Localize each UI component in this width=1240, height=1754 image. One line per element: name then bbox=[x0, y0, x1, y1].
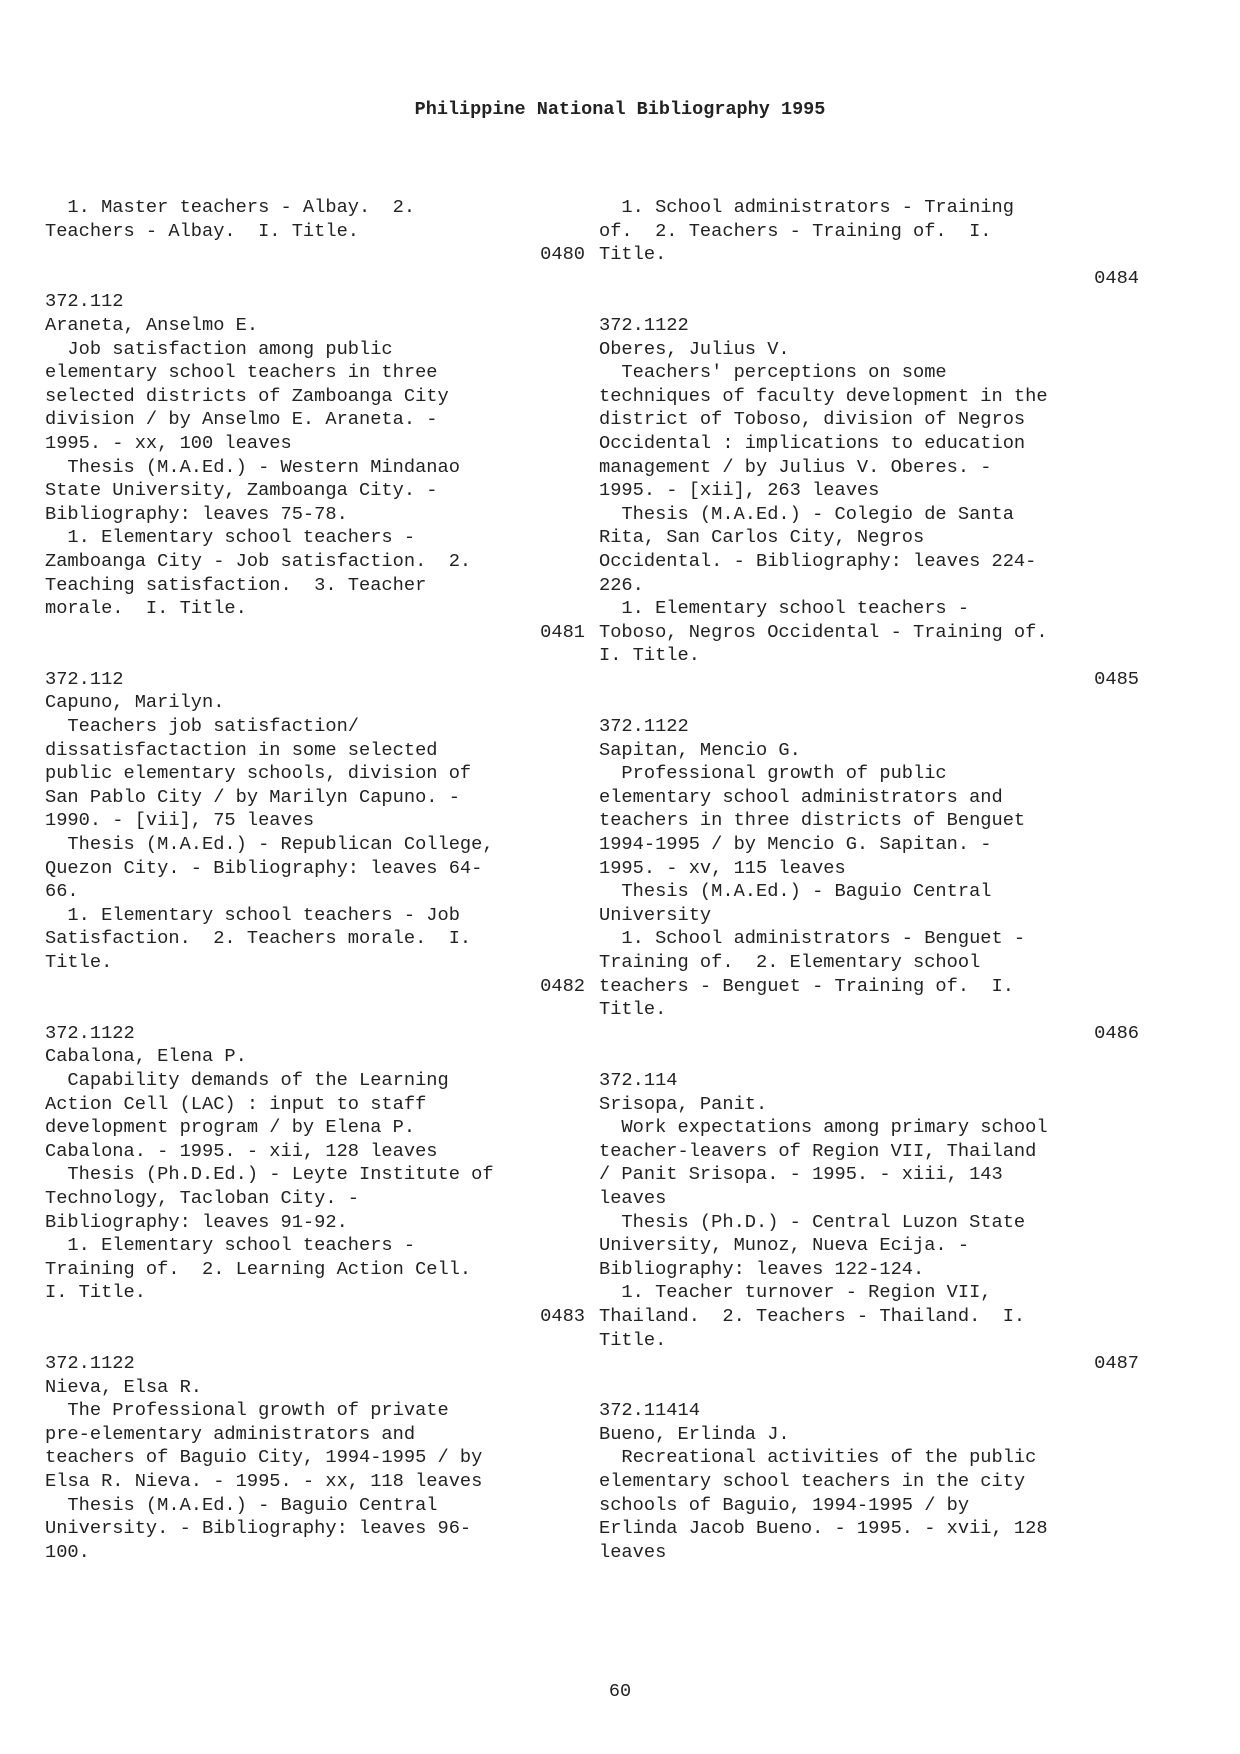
entry-line: of. 2. Teachers - Training of. I. bbox=[599, 219, 992, 242]
entry-line: Work expectations among primary school bbox=[599, 1116, 1048, 1139]
entry-line: division / by Anselmo E. Araneta. - bbox=[45, 408, 438, 431]
entry-spacer bbox=[599, 1376, 1139, 1400]
entry-line: schools of Baguio, 1994-1995 / by bbox=[599, 1493, 970, 1516]
entry-line: Araneta, Anselmo E. bbox=[45, 313, 259, 336]
entry-line: Elsa R. Nieva. - 1995. - xx, 118 leaves bbox=[45, 1470, 483, 1493]
entry-line: Cabalona, Elena P. bbox=[45, 1045, 247, 1068]
entry-number: 0487 bbox=[1094, 1352, 1139, 1375]
entry-line: Rita, San Carlos City, Negros bbox=[599, 526, 925, 549]
entry-number: 0485 bbox=[1094, 667, 1139, 690]
entry-line: Title. bbox=[599, 243, 667, 266]
entry-line: University bbox=[599, 903, 712, 926]
entry-line: Srisopa, Panit. bbox=[599, 1092, 768, 1115]
entry-line: leaves bbox=[599, 1540, 667, 1563]
bibliography-entry bbox=[599, 715, 1139, 1069]
bibliography-entry bbox=[599, 196, 1139, 314]
entry-line: 1995. - xx, 100 leaves bbox=[45, 431, 292, 454]
entry-line: elementary school teachers in the city bbox=[599, 1470, 1026, 1493]
entry-line: Bueno, Erlinda J. bbox=[599, 1422, 790, 1445]
entry-line: University. - Bibliography: leaves 96- bbox=[45, 1517, 472, 1540]
entry-line: Teaching satisfaction. 3. Teacher bbox=[45, 573, 427, 596]
entry-line: Bibliography: leaves 91-92. bbox=[45, 1210, 348, 1233]
entry-line: Capability demands of the Learning bbox=[45, 1068, 449, 1091]
entry-line: 372.11414 bbox=[599, 1399, 700, 1422]
entry-line: 1995. - xv, 115 leaves bbox=[599, 856, 846, 879]
entry-line: Capuno, Marilyn. bbox=[45, 691, 225, 714]
entry-line: 1. School administrators - Training bbox=[599, 196, 1014, 218]
entry-line: Sapitan, Mencio G. bbox=[599, 738, 801, 761]
entry-line: 372.1122 bbox=[45, 1352, 135, 1375]
entry-spacer bbox=[599, 691, 1139, 715]
page-number: 60 bbox=[608, 1681, 632, 1702]
bibliography-entry bbox=[599, 1399, 1139, 1564]
entry-line: Thailand. 2. Teachers - Thailand. I. bbox=[599, 1304, 1026, 1327]
entry-spacer bbox=[45, 267, 585, 291]
entry-line: Thesis (M.A.Ed.) - Republican College, bbox=[45, 833, 494, 856]
entry-line: The Professional growth of private bbox=[45, 1399, 449, 1422]
bibliography-entry bbox=[599, 1069, 1139, 1399]
entry-line: 1990. - [vii], 75 leaves bbox=[45, 809, 315, 832]
entry-line: Thesis (M.A.Ed.) - Colegio de Santa bbox=[599, 502, 1014, 525]
bibliography-entry bbox=[45, 290, 585, 668]
left-column bbox=[45, 196, 585, 1564]
entry-line: Toboso, Negros Occidental - Training of. bbox=[599, 620, 1048, 643]
entry-line: I. Title. bbox=[599, 644, 700, 667]
bibliography-entry bbox=[45, 1352, 585, 1564]
bibliography-entry bbox=[45, 196, 585, 290]
entry-line: 372.1122 bbox=[599, 313, 689, 336]
entry-line: 1. Teacher turnover - Region VII, bbox=[599, 1281, 992, 1304]
entry-spacer bbox=[45, 1329, 585, 1353]
entry-line: Nieva, Elsa R. bbox=[45, 1375, 203, 1398]
entry-line: Training of. 2. Learning Action Cell. bbox=[45, 1257, 472, 1280]
entry-line: Teachers' perceptions on some bbox=[599, 361, 947, 384]
entry-number: 0481 bbox=[540, 620, 585, 643]
entry-line: Training of. 2. Elementary school bbox=[599, 951, 981, 973]
page-title: Philippine National Bibliography 1995 bbox=[414, 99, 826, 120]
entry-number: 0484 bbox=[1094, 266, 1139, 289]
entry-spacer bbox=[599, 1045, 1139, 1069]
entry-line: Occidental : implications to education bbox=[599, 431, 1026, 454]
entry-line: 372.112 bbox=[45, 667, 124, 690]
entry-line: Oberes, Julius V. bbox=[599, 337, 790, 360]
entry-line: Action Cell (LAC) : input to staff bbox=[45, 1092, 427, 1115]
entry-spacer bbox=[45, 644, 585, 668]
entry-line: Professional growth of public bbox=[599, 762, 947, 785]
entry-line: 372.114 bbox=[599, 1068, 678, 1091]
entry-line: Title. bbox=[599, 1328, 667, 1351]
entry-line: 1. Elementary school teachers - Job bbox=[45, 903, 460, 926]
bibliography-entry bbox=[45, 668, 585, 1022]
entry-spacer bbox=[45, 998, 585, 1022]
entry-line: Zamboanga City - Job satisfaction. 2. bbox=[45, 549, 472, 572]
bibliography-entry bbox=[45, 1022, 585, 1352]
entry-line: State University, Zamboanga City. - bbox=[45, 479, 438, 502]
entry-line: 372.1122 bbox=[45, 1021, 135, 1044]
entry-line: 1994-1995 / by Mencio G. Sapitan. - bbox=[599, 833, 992, 856]
entry-line: elementary school teachers in three bbox=[45, 361, 438, 384]
entry-number: 0482 bbox=[540, 974, 585, 997]
entry-line: Occidental. - Bibliography: leaves 224- bbox=[599, 549, 1037, 572]
entry-line: pre-elementary administrators and bbox=[45, 1422, 416, 1445]
entry-line: teachers in three districts of Benguet bbox=[599, 809, 1026, 832]
entry-line: 1995. - [xii], 263 leaves bbox=[599, 479, 880, 502]
entry-line: leaves bbox=[599, 1186, 667, 1209]
entry-line: Teachers - Albay. I. Title. bbox=[45, 219, 360, 242]
entry-line: 1. School administrators - Benguet - bbox=[599, 927, 1026, 950]
entry-line: 1. Elementary school teachers - bbox=[599, 597, 970, 620]
entry-line: Thesis (Ph.D.) - Central Luzon State bbox=[599, 1210, 1026, 1233]
entry-line: 226. bbox=[599, 573, 644, 596]
entry-line: Thesis (M.A.Ed.) - Western Mindanao bbox=[45, 455, 460, 478]
entry-line: Erlinda Jacob Bueno. - 1995. - xvii, 128 bbox=[599, 1517, 1048, 1540]
entry-line: teacher-leavers of Region VII, Thailand bbox=[599, 1139, 1037, 1162]
entry-line: Quezon City. - Bibliography: leaves 64- bbox=[45, 856, 483, 879]
entry-line: Technology, Tacloban City. - bbox=[45, 1186, 360, 1209]
entry-line: Bibliography: leaves 122-124. bbox=[599, 1257, 925, 1280]
entry-line: public elementary schools, division of bbox=[45, 762, 472, 785]
entry-line: district of Toboso, division of Negros bbox=[599, 408, 1026, 431]
entry-line: Title. bbox=[45, 951, 113, 973]
entry-line: Thesis (M.A.Ed.) - Baguio Central bbox=[599, 880, 992, 903]
entry-line: teachers of Baguio City, 1994-1995 / by bbox=[45, 1446, 483, 1469]
bibliography-entry bbox=[599, 314, 1139, 715]
entry-line: Satisfaction. 2. Teachers morale. I. bbox=[45, 927, 472, 950]
entry-number: 0480 bbox=[540, 243, 585, 266]
entry-line: Recreational activities of the public bbox=[599, 1446, 1037, 1469]
entry-line: morale. I. Title. bbox=[45, 597, 247, 620]
entry-line: Cabalona. - 1995. - xii, 128 leaves bbox=[45, 1139, 438, 1162]
entry-line: 1. Master teachers - Albay. 2. bbox=[45, 196, 416, 218]
entry-line: management / by Julius V. Oberes. - bbox=[599, 455, 992, 478]
entry-line: Title. bbox=[599, 998, 667, 1021]
entry-spacer bbox=[599, 290, 1139, 314]
entry-line: / Panit Srisopa. - 1995. - xiii, 143 bbox=[599, 1163, 1003, 1186]
entry-line: elementary school administrators and bbox=[599, 785, 1003, 808]
entry-line: 1. Elementary school teachers - bbox=[45, 1234, 416, 1257]
entry-line: University, Munoz, Nueva Ecija. - bbox=[599, 1234, 970, 1257]
entry-line: Bibliography: leaves 75-78. bbox=[45, 502, 348, 525]
entry-line: San Pablo City / by Marilyn Capuno. - bbox=[45, 785, 460, 808]
entry-line: Thesis (Ph.D.Ed.) - Leyte Institute of bbox=[45, 1163, 494, 1186]
entry-line: Thesis (M.A.Ed.) - Baguio Central bbox=[45, 1493, 438, 1516]
entry-line: Job satisfaction among public bbox=[45, 337, 393, 360]
entry-line: selected districts of Zamboanga City bbox=[45, 384, 449, 407]
entry-line: teachers - Benguet - Training of. I. bbox=[599, 974, 1014, 997]
entry-line: Teachers job satisfaction/ bbox=[45, 715, 360, 738]
entry-number: 0486 bbox=[1094, 1021, 1139, 1044]
entry-line: I. Title. bbox=[45, 1281, 146, 1304]
entry-line: 100. bbox=[45, 1540, 90, 1563]
entry-line: 66. bbox=[45, 880, 79, 903]
entry-line: 372.1122 bbox=[599, 715, 689, 738]
entry-line: development program / by Elena P. bbox=[45, 1116, 416, 1139]
right-column bbox=[599, 196, 1139, 1564]
entry-line: techniques of faculty development in the bbox=[599, 384, 1048, 407]
entry-line: 372.112 bbox=[45, 290, 124, 313]
entry-line: 1. Elementary school teachers - bbox=[45, 526, 416, 549]
entry-number: 0483 bbox=[540, 1304, 585, 1327]
entry-line: dissatisfactaction in some selected bbox=[45, 738, 438, 761]
